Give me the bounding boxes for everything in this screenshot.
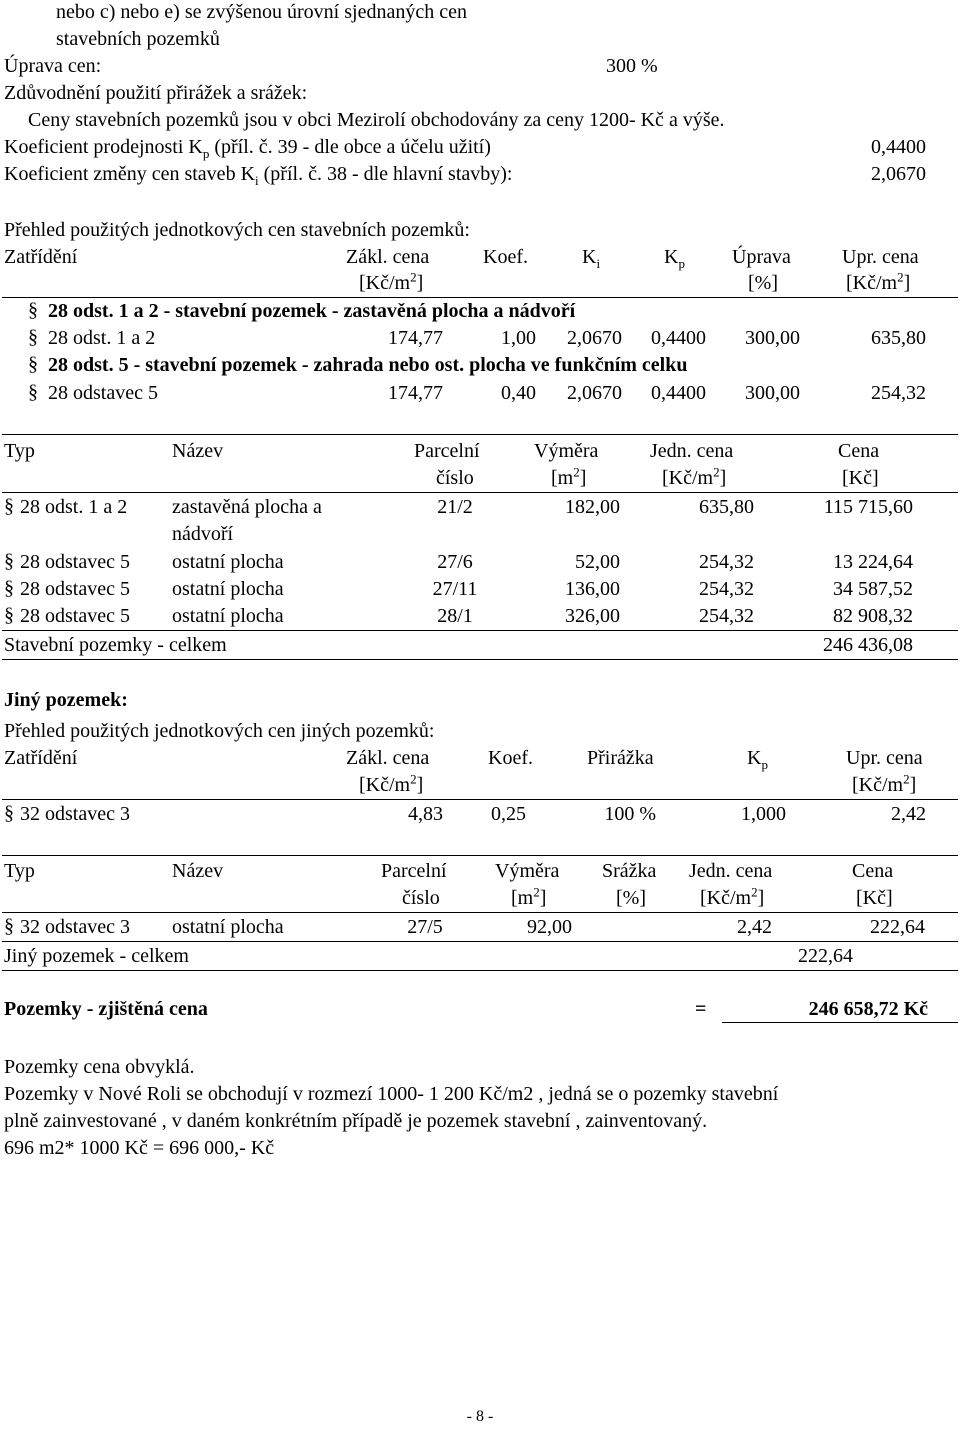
parcel-row-cena: 13 224,64 [833, 551, 913, 573]
divider-line [2, 970, 958, 971]
row2-upr: 254,32 [871, 382, 926, 404]
other-parcel-header-cena: Cena [852, 860, 894, 882]
section-icon: § [4, 915, 14, 937]
other-land-title: Jiný pozemek: [4, 689, 128, 711]
other-parcel-header-jedn-cena: Jedn. cena [689, 860, 773, 882]
ki-label: Koeficient změny cen staveb $K_i$ (příl. č. 38 - dle hlavní stavby): [4, 163, 513, 188]
divider-line [2, 659, 958, 660]
row1-kp: 0,4400 [651, 327, 706, 349]
parcel-row-nazev: ostatní plocha [172, 605, 284, 627]
other-parcel-row-nazev: ostatní plocha [172, 916, 284, 938]
intro-line-2: stavebních pozemků [56, 28, 220, 50]
parcels-header-parcelni: Parcelní [414, 440, 480, 462]
row2-name: 28 odstavec 5 [48, 382, 158, 404]
parcel-row-parcela: 21/2 [437, 496, 473, 518]
parcel-row-typ: 28 odstavec 5 [20, 605, 130, 627]
uprava-cen-label: Úprava cen: [4, 55, 102, 77]
uprava-cen-value: 300 % [606, 55, 658, 77]
kp-label: Koeficient prodejnosti $K_p$ (příl. č. 39 - dle obce a účelu užití) [4, 136, 491, 161]
group-title-2: 28 odst. 5 - stavební pozemek - zahrada nebo ost. plocha ve funkčním celku [48, 354, 688, 376]
parcels-header-vymera: Výměra [534, 440, 599, 462]
section-icon: § [4, 604, 14, 626]
other-parcel-header-srazka-unit: [%] [616, 887, 646, 909]
parcel-row-parcela: 28/1 [437, 605, 473, 627]
ki-value: 2,0670 [871, 163, 926, 185]
header-uprava: Úprava [732, 246, 791, 268]
parcel-row-parcela: 27/6 [437, 551, 473, 573]
row1-ki: 2,0670 [567, 327, 622, 349]
row2-uprava: 300,00 [745, 382, 800, 404]
summary-underline [722, 1022, 958, 1023]
note-line-1: Pozemky cena obvyklá. [4, 1056, 195, 1078]
parcels-header-cena-unit: [Kč] [842, 467, 879, 489]
other-row-name: 32 odstavec 3 [20, 803, 130, 825]
parcels-header-typ: Typ [4, 440, 35, 462]
note-line-3: plně zainvestované , v daném konkrétním případě je pozemek stavební , zainventovaný. [4, 1110, 708, 1132]
row2-ki: 2,0670 [567, 382, 622, 404]
parcel-row-nazev: ostatní plocha [172, 578, 284, 600]
other-parcel-header-srazka: Srážka [602, 860, 657, 882]
header-uprava-unit: [%] [748, 272, 778, 294]
parcels-total-value: 246 436,08 [823, 634, 913, 656]
other-row-zakl: 4,83 [408, 803, 443, 825]
other-header-prirazka: Přirážka [587, 747, 654, 769]
other-row-kp: 1,000 [741, 803, 786, 825]
section-icon: § [4, 577, 14, 599]
parcel-row-nazev-cont: nádvoří [172, 523, 234, 545]
other-parcel-row-vymera: 92,00 [527, 916, 572, 938]
row2-koef: 0,40 [501, 382, 536, 404]
other-header-zatrideni: Zatřídění [4, 747, 78, 769]
section-icon: § [28, 353, 38, 375]
group-title-1: 28 odst. 1 a 2 - stavební pozemek - zastavěná plocha a nádvoří [48, 300, 576, 322]
parcel-row-typ: 28 odstavec 5 [20, 551, 130, 573]
parcel-row-jedn: 254,32 [699, 578, 754, 600]
parcels-header-nazev: Název [172, 440, 224, 462]
header-zakl-cena: Zákl. cena [346, 246, 430, 268]
zduvodneni-label: Zdůvodnění použití přirážek a srážek: [4, 82, 308, 104]
summary-label: Pozemky - zjištěná cena [4, 998, 208, 1020]
divider-line [2, 941, 958, 942]
row1-koef: 1,00 [501, 327, 536, 349]
header-zatrideni: Zatřídění [4, 246, 78, 268]
intro-line-1: nebo c) nebo e) se zvýšenou úrovní sjednaných cen [56, 1, 467, 23]
header-zakl-unit: $[Kč/m^2]$ [359, 269, 424, 294]
parcel-row-nazev: zastavěná plocha a [172, 496, 322, 518]
other-row-upr: 2,42 [891, 803, 926, 825]
note-line-2: Pozemky v Nové Roli se obchodují v rozmezí 1000- 1 200 Kč/m2 , jedná se o pozemky stavební [4, 1083, 779, 1105]
parcel-row-typ: 28 odst. 1 a 2 [20, 496, 128, 518]
parcel-row-cena: 82 908,32 [833, 605, 913, 627]
section-icon: § [28, 299, 38, 321]
other-header-koef: Koef. [488, 747, 533, 769]
divider-line [2, 630, 958, 631]
other-header-upr-unit: $[Kč/m^2]$ [852, 771, 917, 796]
summary-eq: = [695, 998, 707, 1020]
parcel-row-jedn: 254,32 [699, 551, 754, 573]
section-icon: § [4, 802, 14, 824]
divider-line [2, 297, 958, 298]
header-upr-unit: $[Kč/m^2]$ [846, 269, 911, 294]
parcels-header-jedn-cena: Jedn. cena [650, 440, 734, 462]
other-parcel-row-cena: 222,64 [870, 916, 925, 938]
parcel-row-jedn: 254,32 [699, 605, 754, 627]
unit-prices-title: Přehled použitých jednotkových cen stavebních pozemků: [4, 219, 470, 241]
divider-line [2, 799, 958, 800]
other-header-upr-cena: Upr. cena [846, 747, 923, 769]
other-land-subtitle: Přehled použitých jednotkových cen jiných pozemků: [4, 720, 435, 742]
section-icon: § [4, 550, 14, 572]
other-parcel-row-typ: 32 odstavec 3 [20, 916, 130, 938]
other-parcel-header-parcelni: Parcelní [381, 860, 447, 882]
other-row-koef: 0,25 [491, 803, 526, 825]
other-row-prirazka: 100 % [604, 803, 656, 825]
other-parcel-header-cislo: číslo [402, 887, 440, 909]
other-parcel-header-nazev: Název [172, 860, 224, 882]
header-koef: Koef. [483, 246, 528, 268]
other-parcel-header-cena-unit: [Kč] [856, 887, 893, 909]
other-header-kp: $K_p$ [747, 747, 768, 772]
row1-zakl: 174,77 [388, 327, 443, 349]
section-icon: § [28, 381, 38, 403]
header-upr-cena: Upr. cena [842, 246, 919, 268]
other-parcel-row-parcela: 27/5 [407, 916, 443, 938]
other-total-label: Jiný pozemek - celkem [4, 945, 189, 967]
parcel-row-nazev: ostatní plocha [172, 551, 284, 573]
other-parcel-header-typ: Typ [4, 860, 35, 882]
divider-line [2, 855, 958, 856]
other-parcel-header-jedn-unit: $[Kč/m^2]$ [700, 884, 765, 909]
row1-name: 28 odst. 1 a 2 [48, 327, 156, 349]
summary-value: 246 658,72 Kč [808, 998, 928, 1020]
other-parcel-row-jedn: 2,42 [737, 916, 772, 938]
page-number: - 8 - [466, 1408, 494, 1425]
parcel-row-vymera: 182,00 [565, 496, 620, 518]
other-header-zakl-unit: $[Kč/m^2]$ [359, 771, 424, 796]
section-icon: § [28, 326, 38, 348]
parcels-header-cena: Cena [838, 440, 880, 462]
parcels-header-vymera-unit: $[m^2]$ [551, 464, 587, 489]
header-ki: $K_i$ [582, 246, 601, 271]
parcel-row-cena: 34 587,52 [833, 578, 913, 600]
row1-uprava: 300,00 [745, 327, 800, 349]
divider-line [2, 434, 958, 435]
parcel-row-parcela: 27/11 [432, 578, 478, 600]
row2-kp: 0,4400 [651, 382, 706, 404]
parcels-header-cislo: číslo [436, 467, 474, 489]
other-parcel-header-vymera-unit: $[m^2]$ [511, 884, 547, 909]
parcels-header-jedn-unit: $[Kč/m^2]$ [662, 464, 727, 489]
parcels-total-label: Stavební pozemky - celkem [4, 634, 227, 656]
parcel-row-vymera: 52,00 [575, 551, 620, 573]
parcel-row-jedn: 635,80 [699, 496, 754, 518]
divider-line [2, 492, 958, 493]
other-parcel-header-vymera: Výměra [495, 860, 560, 882]
parcel-row-cena: 115 715,60 [823, 496, 913, 518]
section-icon: § [4, 495, 14, 517]
other-total-value: 222,64 [798, 945, 853, 967]
row2-zakl: 174,77 [388, 382, 443, 404]
zduvodneni-text: Ceny stavebních pozemků jsou v obci Mezirolí obchodovány za ceny 1200- Kč a výše. [28, 109, 725, 131]
kp-value: 0,4400 [871, 136, 926, 158]
note-line-4: 696 m2* 1000 Kč = 696 000,- Kč [4, 1137, 275, 1159]
header-kp: $K_p$ [664, 246, 685, 271]
parcel-row-vymera: 326,00 [565, 605, 620, 627]
divider-line [2, 912, 958, 913]
parcel-row-typ: 28 odstavec 5 [20, 578, 130, 600]
other-header-zakl-cena: Zákl. cena [346, 747, 430, 769]
row1-upr: 635,80 [871, 327, 926, 349]
parcel-row-vymera: 136,00 [565, 578, 620, 600]
